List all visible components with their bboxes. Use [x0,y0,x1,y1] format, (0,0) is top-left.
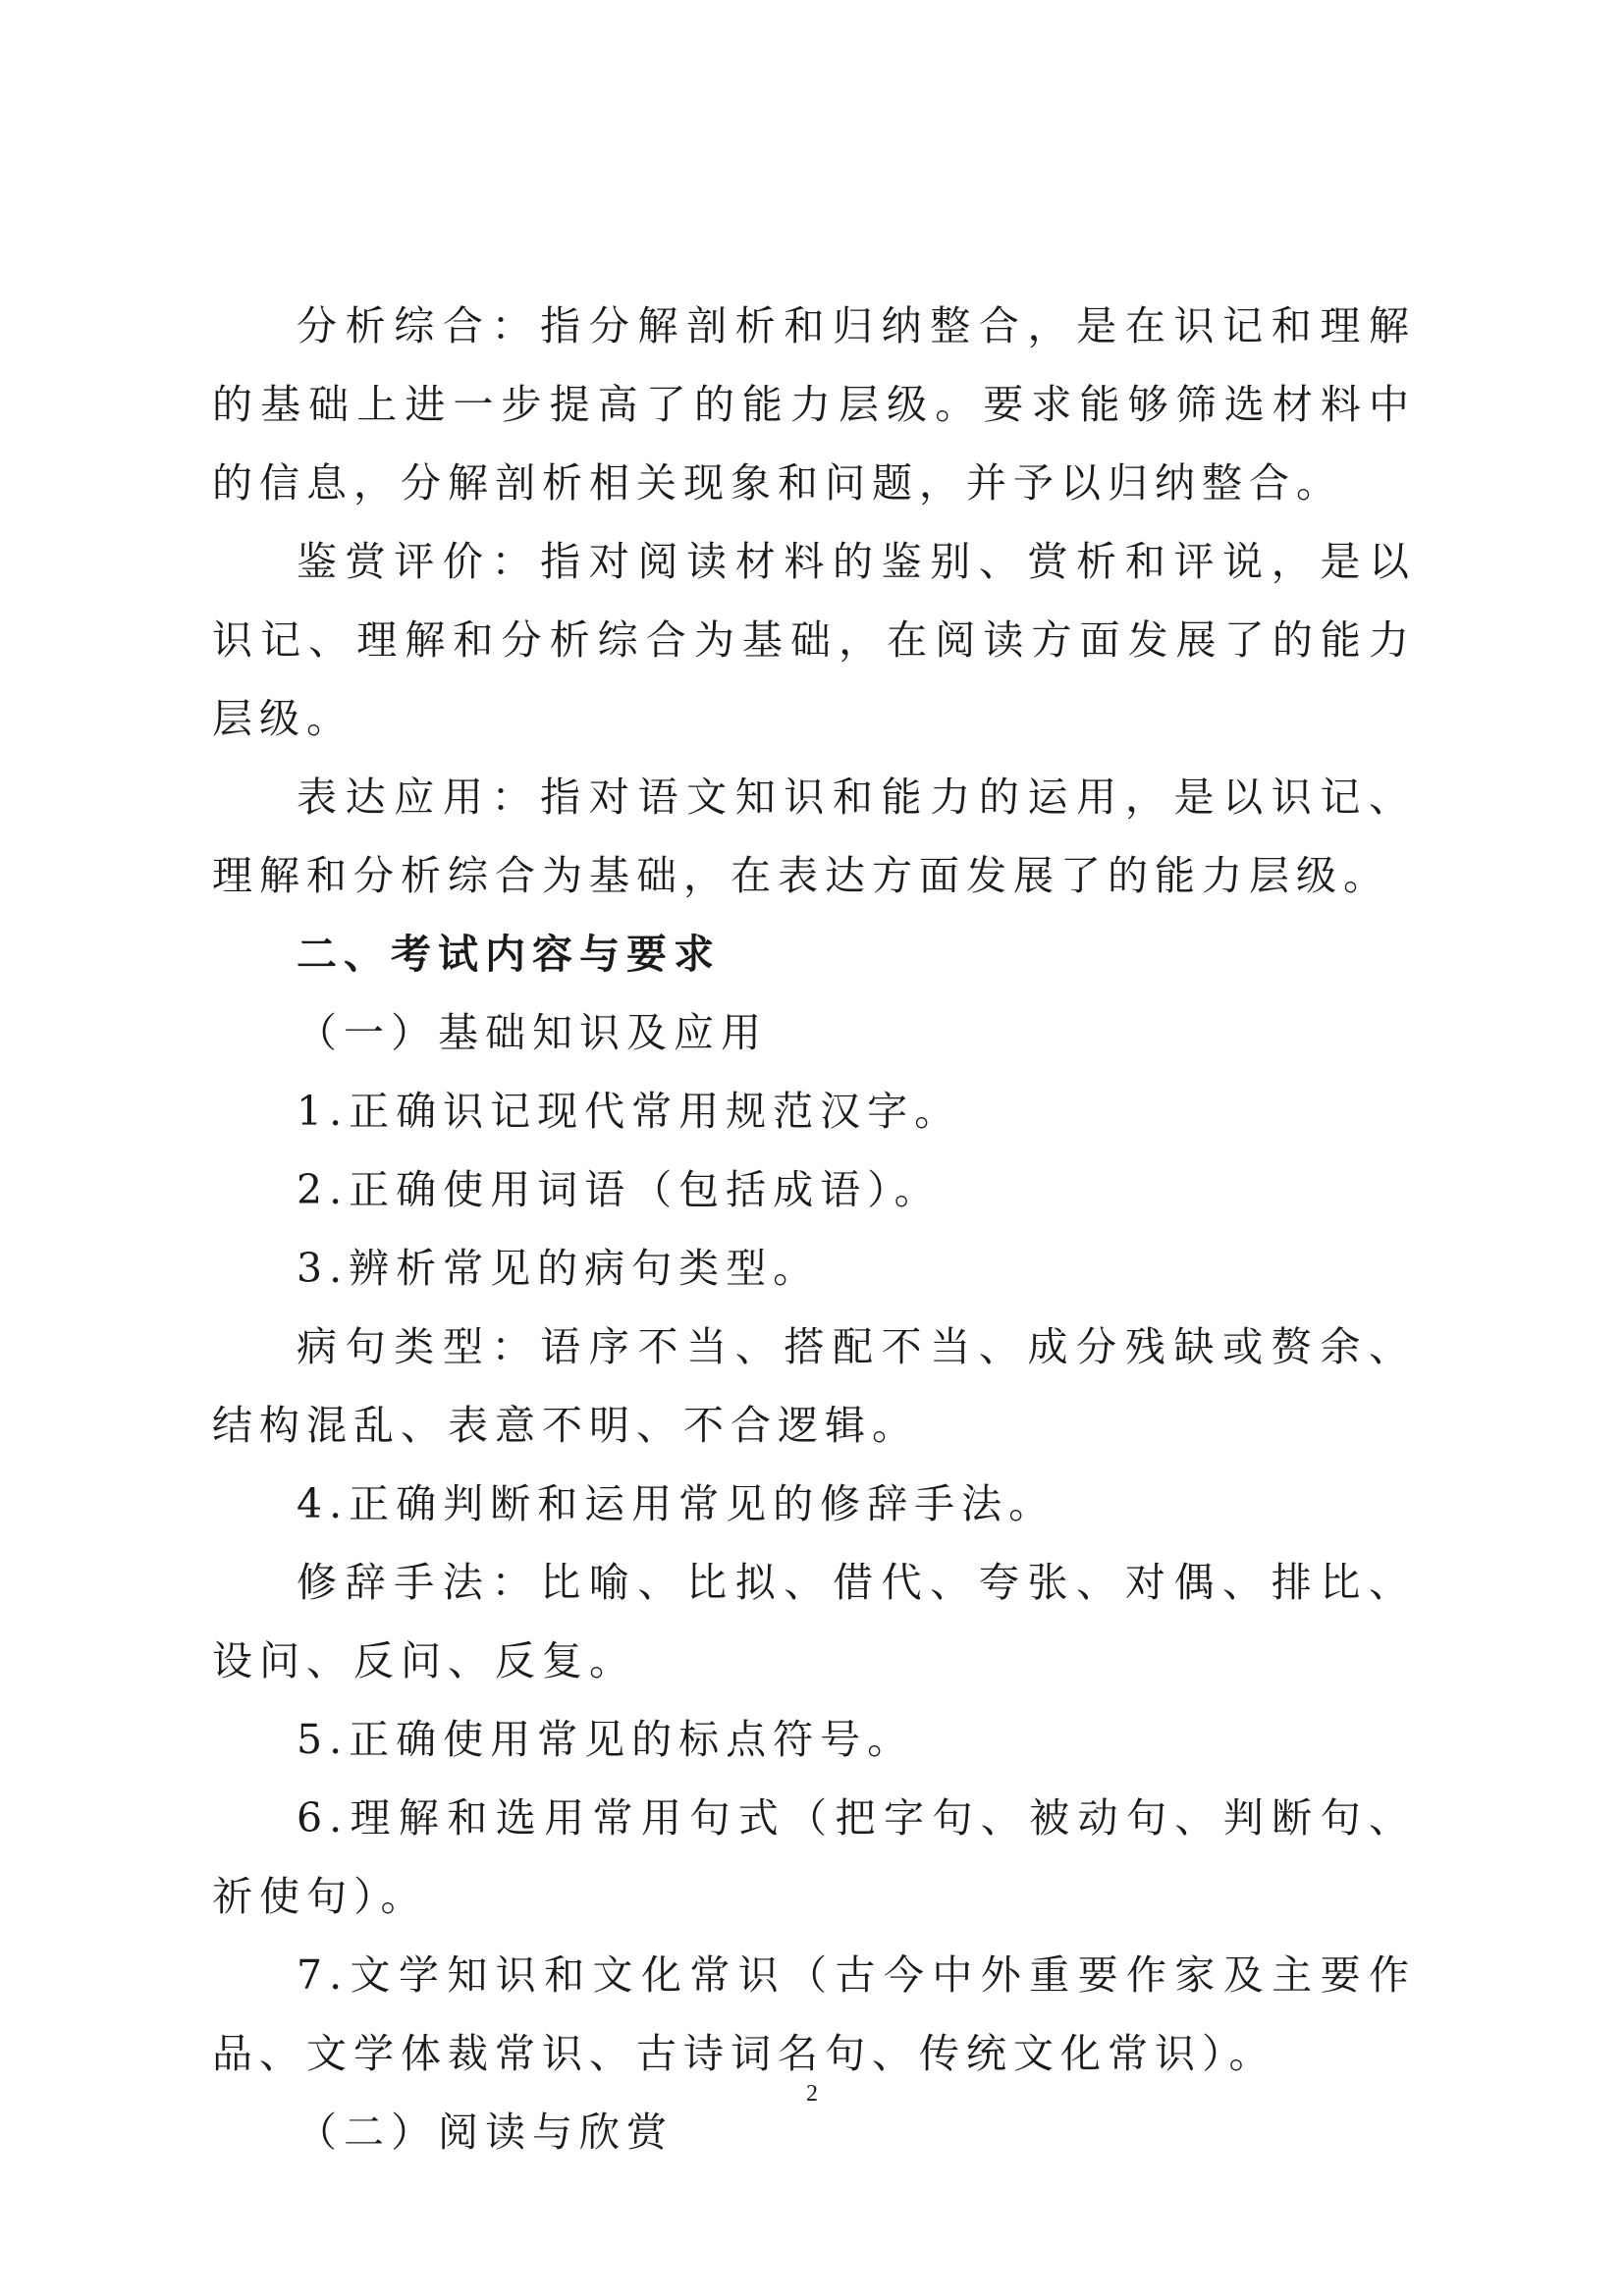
paragraph-rhetorical-devices: 修辞手法：比喻、比拟、借代、夸张、对偶、排比、设问、反问、反复。 [212,1559,1416,1684]
list-item-3: 3.辨析常见的病句类型。 [297,1245,821,1292]
list-item-5: 5.正确使用常见的标点符号。 [297,1716,915,1763]
list-item-2: 2.正确使用词语（包括成语）。 [297,1166,942,1213]
list-item-7: 7.文学知识和文化常识（古今中外重要作家及主要作品、文学体裁常识、古诗词名句、传统文化常识）。 [212,1951,1416,2077]
list-item-4: 4.正确判断和运用常见的修辞手法。 [297,1480,1056,1527]
page-number: 2 [806,2081,818,2107]
list-item-1: 1.正确识记现代常用规范汉字。 [297,1088,962,1135]
document-body [212,287,1416,2171]
paragraph-expression-application: 表达应用：指对语文知识和能力的运用，是以识记、理解和分析综合为基础，在表达方面发展了的能力层级。 [212,774,1416,899]
subsection-heading-basic-knowledge: （一）基础知识及应用 [297,1009,768,1056]
paragraph-analysis-synthesis: 分析综合：指分解剖析和归纳整合，是在识记和理解的基础上进一步提高了的能力层级。要求能够筛选材料中的信息，分解剖析相关现象和问题，并予以归纳整合。 [212,302,1416,507]
list-item-6: 6.理解和选用常用句式（把字句、被动句、判断句、祈使句）。 [212,1794,1416,1920]
paragraph-appreciation-evaluation: 鉴赏评价：指对阅读材料的鉴别、赏析和评说，是以识记、理解和分析综合为基础，在阅读方面发展了的能力层级。 [212,538,1416,742]
subsection-heading-reading: （二）阅读与欣赏 [297,2109,674,2156]
section-heading-exam-content: 二、考试内容与要求 [297,931,721,978]
paragraph-sentence-error-types: 病句类型：语序不当、搭配不当、成分残缺或赘余、结构混乱、表意不明、不合逻辑。 [212,1323,1416,1449]
